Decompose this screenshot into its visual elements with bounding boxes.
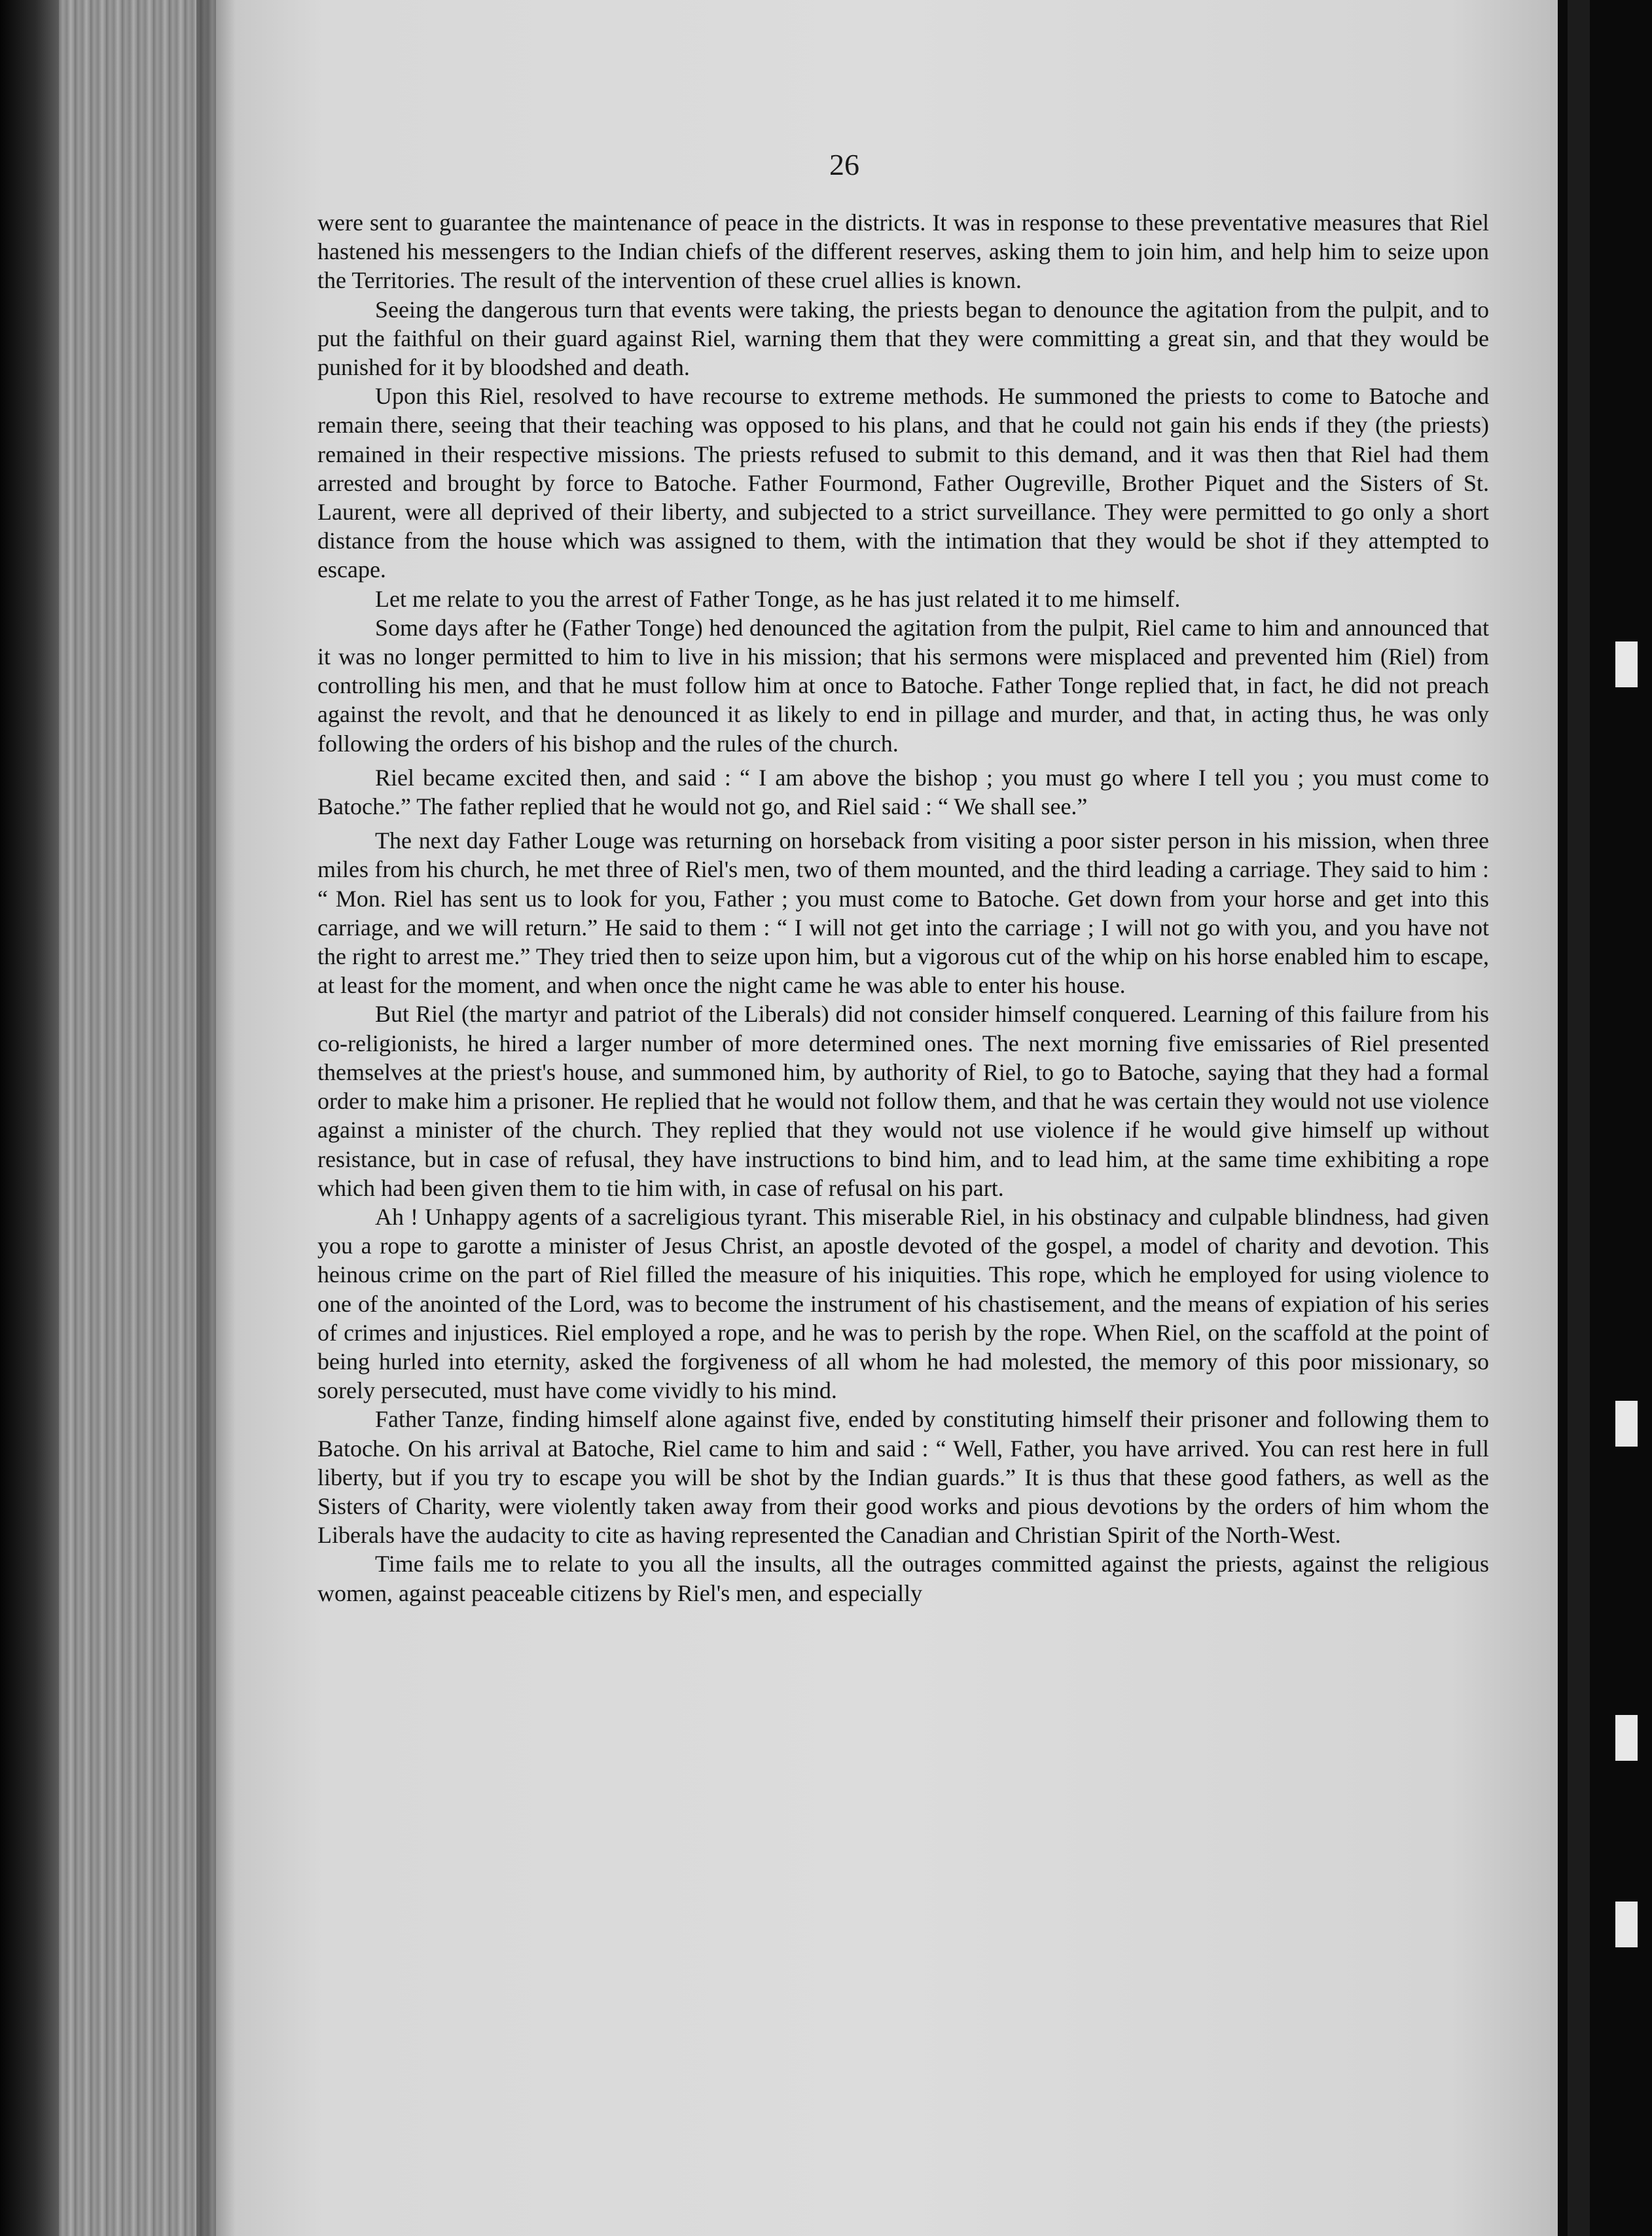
paragraph: Seeing the dangerous turn that events were taking, the priests began to denounce the agitation from the pulpit, and to put the faithful on their guard against Riel, warning them that they were committing a great sin, and that they would be punished for it by bloodshed and death. — [317, 296, 1489, 381]
paragraph: Riel became excited then, and said : “ I am above the bishop ; you must go where I tell you ; you must come to Batoche.” The father replied that he would not go, and Riel said : “ We shall see.” — [317, 764, 1489, 820]
paragraph: Time fails me to relate to you all the insults, all the outrages committed against the priests, against the religious women, against peaceable citizens by Riel's men, and especially — [317, 1551, 1489, 1606]
scan-border-strip — [1568, 0, 1590, 2236]
paragraph: Upon this Riel, resolved to have recourse to extreme methods. He summoned the priests to come to Batoche and remain there, seeing that their teaching was opposed to his plans, and that he could not gain his ends if they (the priests) remained in their respective missions. The priests refused to submit to this demand, and it was then that Riel had them arrested and brought by force to Batoche. Father Fourmond, Father Ougreville, Brother Piquet and the Sisters of St. Laurent, were all deprived of their liberty, and subjected to a strict surveillance. They were permitted to go only a short distance from the house which was assigned to them, with the intimation that they would be shot if they attempted to escape. — [317, 383, 1489, 583]
gutter-shadow — [196, 0, 236, 2236]
paragraph: were sent to guarantee the maintenance of peace in the districts. It was in response to these preventative measures that Riel hastened his messengers to the Indian chiefs of the different reserves, asking them to join him, and help him to seize upon the Territories. The result of the intervention of these cruel allies is known. — [317, 209, 1489, 294]
border-notch — [1615, 1715, 1638, 1761]
border-notch — [1615, 641, 1638, 687]
paragraph: Some days after he (Father Tonge) hed denounced the agitation from the pulpit, Riel came to him and announced that it was no longer permitted to him to live in his mission; that his sermons were misplaced and prevented him (Riel) from controlling his men, and that he must follow him at once to Batoche. Father Tonge replied that, in fact, he did not preach against the revolt, and that he denounced it as likely to end in pillage and murder, and that, in acting thus, he was only following the orders of his bishop and the rules of the church. — [317, 614, 1489, 757]
paragraph: But Riel (the martyr and patriot of the Liberals) did not consider himself conquered. Learning of this failure from his co-religionists, he hired a larger number of more determined ones. The next morning five emissaries of Riel presented themselves at the priest's house, and summoned him, by authority of Riel, to go to Batoche, saying that they had a formal order to make him a prisoner. He replied that he would not follow them, and that he was certain they would not use violence against a minister of the church. They replied that they would not use violence if he would give himself up without resistance, but in case of refusal, they have instructions to bind him, and to lead him, at the same time exhibiting a rope which had been given them to tie him with, in case of refusal on his part. — [317, 1001, 1489, 1201]
book-edge-left — [0, 0, 59, 2236]
paragraph: Let me relate to you the arrest of Father Tonge, as he has just related it to me himself. — [375, 585, 1181, 612]
border-notch — [1615, 1401, 1638, 1447]
paragraph: The next day Father Louge was returning on horseback from visiting a poor sister person in his mission, when three miles from his church, he met three of Riel's men, two of them mounted, and the third leading a carriage. They said to him : “ Mon. Riel has sent us to look for you, Father ; you must come to Batoche. Get down from your horse and get into this carriage, and we will return.” He said to them : “ I will not get into the carriage ; I will not go with you, and you have not the right to arrest me.” They tried then to seize upon him, but a vigorous cut of the whip on his horse enabled him to escape, at least for the moment, and when once the night came he was able to enter his house. — [317, 827, 1489, 999]
book-gutter — [59, 0, 216, 2236]
page-number: 26 — [829, 148, 859, 181]
body-text — [317, 208, 1489, 1608]
paragraph: Ah ! Unhappy agents of a sacreligious tyrant. This miserable Riel, in his obstinacy and culpable blindness, had given you a rope to garotte a minister of Jesus Christ, an apostle devoted of the gospel, a model of charity and devotion. This heinous crime on the part of Riel filled the measure of his iniquities. This rope, which he employed for using violence to one of the anointed of the Lord, was to become the instrument of his chastisement, and the means of expiation of his series of crimes and injustices. Riel employed a rope, and he was to perish by the rope. When Riel, on the scaffold at the point of being hurled into eternity, asked the forgiveness of all whom he had molested, the memory of this poor missionary, so sorely persecuted, must have come vividly to his mind. — [317, 1203, 1489, 1404]
paragraph: Father Tanze, finding himself alone against five, ended by constituting himself their prisoner and following them to Batoche. On his arrival at Batoche, Riel came to him and said : “ Well, Father, you have arrived. You can rest here in full liberty, but if you try to escape you will be shot by the Indian guards.” It is thus that these good fathers, as well as the Sisters of Charity, were violently taken away from their good works and pious devotions by the orders of him whom the Liberals have the audacity to cite as having represented the Canadian and Christian Spirit of the North-West. — [317, 1406, 1489, 1549]
border-notch — [1615, 1902, 1638, 1947]
